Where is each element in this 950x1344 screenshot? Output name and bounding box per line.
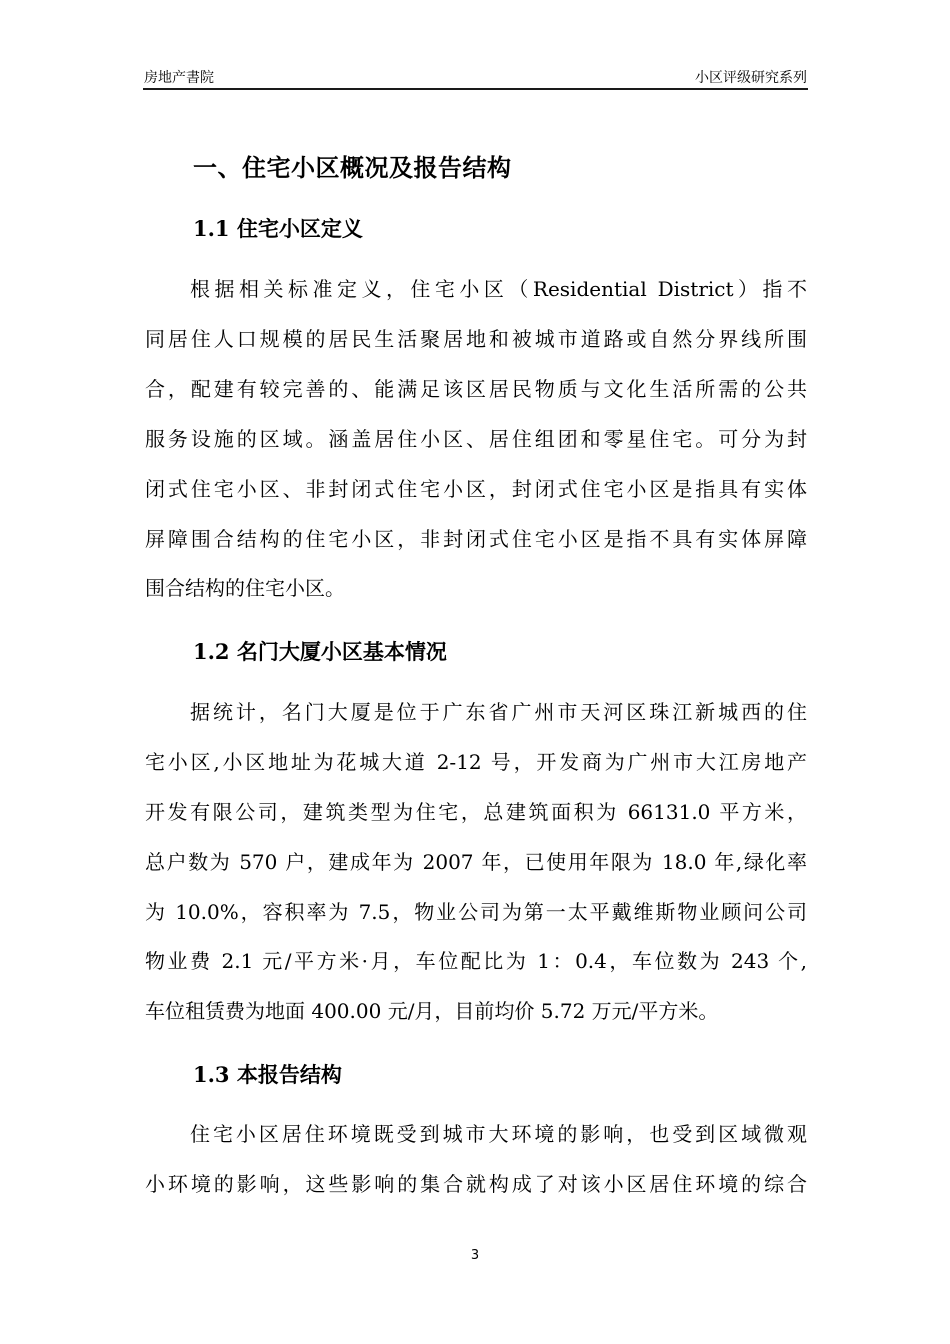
paragraph-line: 屏障围合结构的住宅小区，非封闭式住宅小区是指不具有实体屏障 bbox=[145, 527, 807, 551]
paragraph-line: 开发有限公司，建筑类型为住宅，总建筑面积为 66131.0 平方米， bbox=[145, 800, 807, 824]
paragraph-line: 服务设施的区域。涵盖居住小区、居住组团和零星住宅。可分为封 bbox=[145, 427, 807, 451]
page-number: 3 bbox=[470, 1248, 480, 1263]
page-header bbox=[143, 68, 808, 90]
paragraph-line: 围合结构的住宅小区。 bbox=[145, 576, 345, 600]
paragraph-line: 为 10.0%，容积率为 7.5，物业公司为第一太平戴维斯物业顾问公司 bbox=[145, 900, 807, 924]
paragraph-line: 据统计，名门大厦是位于广东省广州市天河区珠江新城西的住 bbox=[190, 700, 807, 724]
paragraph-line: 闭式住宅小区、非封闭式住宅小区，封闭式住宅小区是指具有实体 bbox=[145, 477, 807, 501]
paragraph-line: 小环境的影响，这些影响的集合就构成了对该小区居住环境的综合 bbox=[145, 1172, 807, 1196]
paragraph-line: 车位租赁费为地面 400.00 元/月，目前均价 5.72 万元/平方米。 bbox=[145, 999, 719, 1023]
paragraph-line: 宅小区,小区地址为花城大道 2-12 号，开发商为广州市大江房地产 bbox=[145, 750, 807, 774]
section-heading-1-2: 1.2 名门大厦小区基本情况 bbox=[193, 639, 447, 664]
paragraph-line: 合，配建有较完善的、能满足该区居民物质与文化生活所需的公共 bbox=[145, 377, 807, 401]
header-publisher: 房地产書院 bbox=[144, 70, 214, 86]
section-heading-1-1: 1.1 住宅小区定义 bbox=[193, 216, 363, 241]
paragraph-line: 物业费 2.1 元/平方米·月，车位配比为 1：0.4，车位数为 243 个, bbox=[145, 949, 807, 973]
chapter-title: 一、住宅小区概况及报告结构 bbox=[193, 153, 512, 182]
paragraph-line: 住宅小区居住环境既受到城市大环境的影响，也受到区域微观 bbox=[190, 1122, 807, 1146]
paragraph-line: 同居住人口规模的居民生活聚居地和被城市道路或自然分界线所围 bbox=[145, 327, 807, 351]
header-series-title: 小区评级研究系列 bbox=[695, 70, 807, 86]
section-heading-1-3: 1.3 本报告结构 bbox=[193, 1062, 342, 1087]
paragraph-line: 总户数为 570 户，建成年为 2007 年，已使用年限为 18.0 年,绿化率 bbox=[145, 850, 807, 874]
paragraph-line: 根据相关标准定义，住宅小区（Residential District）指不 bbox=[190, 277, 807, 301]
